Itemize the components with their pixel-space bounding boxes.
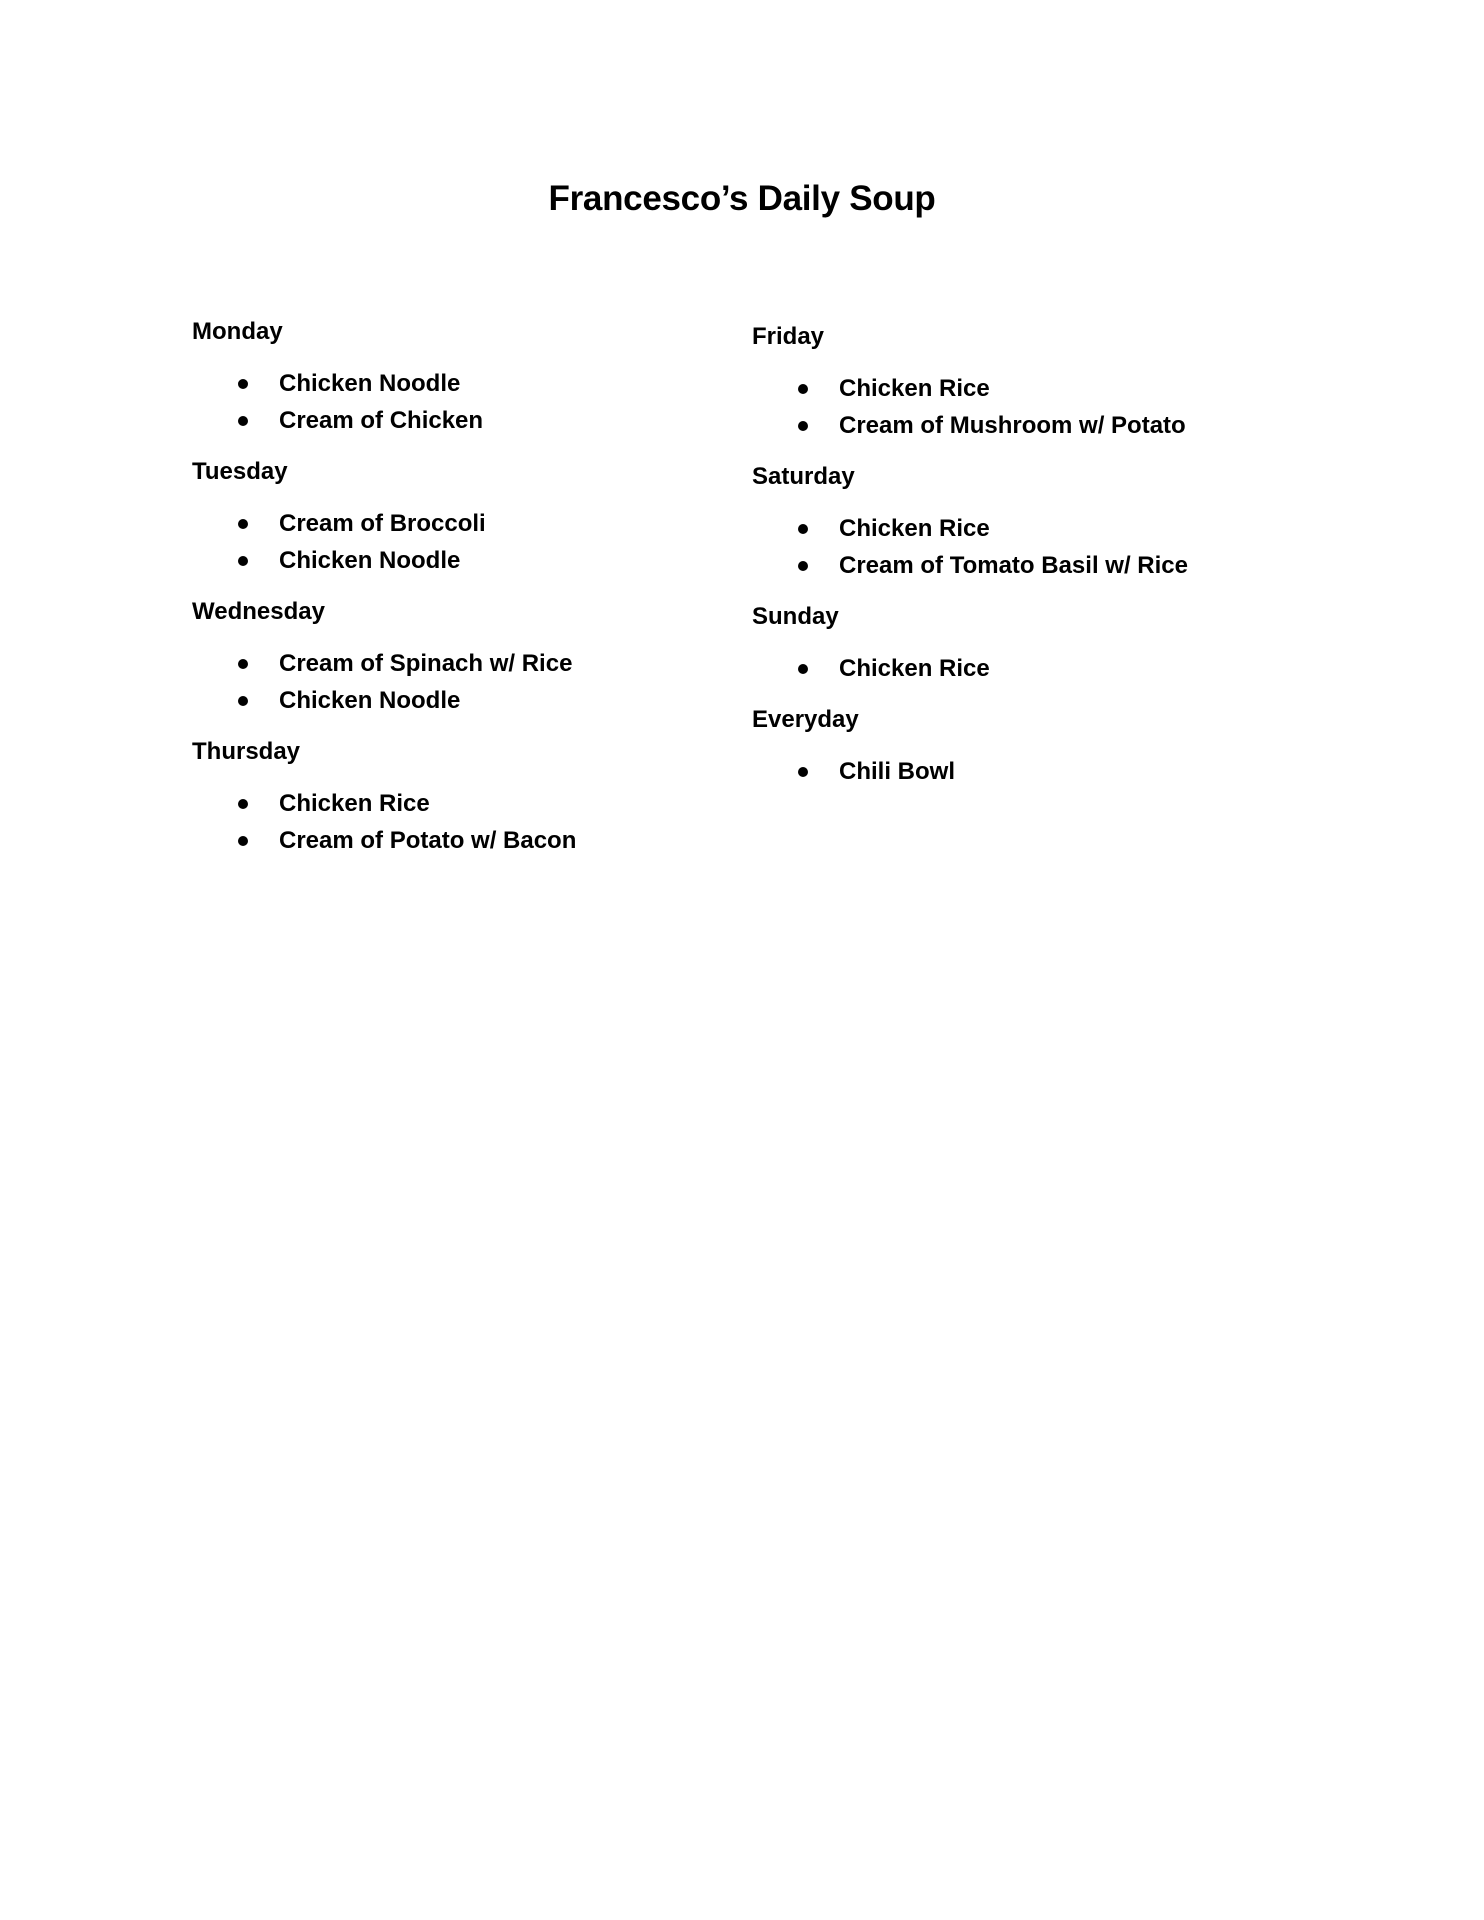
soup-item (752, 370, 1312, 407)
soup-list (752, 510, 1312, 584)
soup-item (192, 822, 732, 859)
bullet-icon (238, 379, 248, 389)
day-heading: Monday (192, 318, 283, 345)
soup-name: Cream of Mushroom w/ Potato (839, 412, 1186, 439)
day-heading: Friday (752, 323, 825, 350)
soup-name: Chicken Rice (839, 515, 990, 542)
bullet-icon (238, 696, 248, 706)
soup-name: Cream of Spinach w/ Rice (279, 650, 573, 677)
bullet-icon (798, 561, 808, 571)
soup-item (752, 753, 1312, 790)
day-block-wednesday (192, 592, 732, 719)
bullet-icon (798, 421, 808, 431)
right-column (752, 317, 1312, 803)
soup-name: Chicken Rice (839, 375, 990, 402)
soup-name: Chicken Noodle (279, 687, 461, 714)
soup-list (752, 370, 1312, 444)
bullet-icon (238, 519, 248, 529)
soup-item (192, 682, 732, 719)
day-block-sunday (752, 597, 1312, 687)
day-block-friday (752, 317, 1312, 444)
bullet-icon (238, 416, 248, 426)
soup-item (192, 542, 732, 579)
soup-list (752, 650, 1312, 687)
day-heading: Saturday (752, 463, 855, 490)
soup-name: Chili Bowl (839, 758, 955, 785)
day-block-monday (192, 312, 732, 439)
soup-item (192, 645, 732, 682)
soup-name: Cream of Chicken (279, 407, 484, 434)
bullet-icon (798, 384, 808, 394)
left-column (192, 312, 732, 872)
bullet-icon (798, 767, 808, 777)
soup-name: Chicken Noodle (279, 547, 461, 574)
soup-list (192, 645, 732, 719)
bullet-icon (238, 659, 248, 669)
soup-item (192, 505, 732, 542)
day-block-tuesday (192, 452, 732, 579)
day-heading: Wednesday (192, 598, 325, 625)
soup-list (192, 505, 732, 579)
day-heading: Tuesday (192, 458, 288, 485)
soup-name: Chicken Rice (839, 655, 990, 682)
soup-item (752, 510, 1312, 547)
bullet-icon (238, 556, 248, 566)
soup-list (752, 753, 1312, 790)
day-heading: Everyday (752, 706, 859, 733)
soup-item (192, 365, 732, 402)
soup-item (192, 785, 732, 822)
day-block-everyday (752, 700, 1312, 790)
bullet-icon (238, 836, 248, 846)
soup-item (752, 407, 1312, 444)
day-heading: Sunday (752, 603, 839, 630)
day-block-thursday (192, 732, 732, 859)
soup-item (192, 402, 732, 439)
bullet-icon (798, 524, 808, 534)
soup-name: Cream of Tomato Basil w/ Rice (839, 552, 1188, 579)
soup-name: Cream of Broccoli (279, 510, 486, 537)
soup-name: Chicken Rice (279, 790, 430, 817)
day-heading: Thursday (192, 738, 301, 765)
soup-list (192, 365, 732, 439)
page-title: Francesco’s Daily Soup (548, 179, 936, 218)
soup-name: Chicken Noodle (279, 370, 461, 397)
soup-item (752, 547, 1312, 584)
bullet-icon (238, 799, 248, 809)
soup-name: Cream of Potato w/ Bacon (279, 827, 577, 854)
day-block-saturday (752, 457, 1312, 584)
bullet-icon (798, 664, 808, 674)
soup-item (752, 650, 1312, 687)
soup-list (192, 785, 732, 859)
